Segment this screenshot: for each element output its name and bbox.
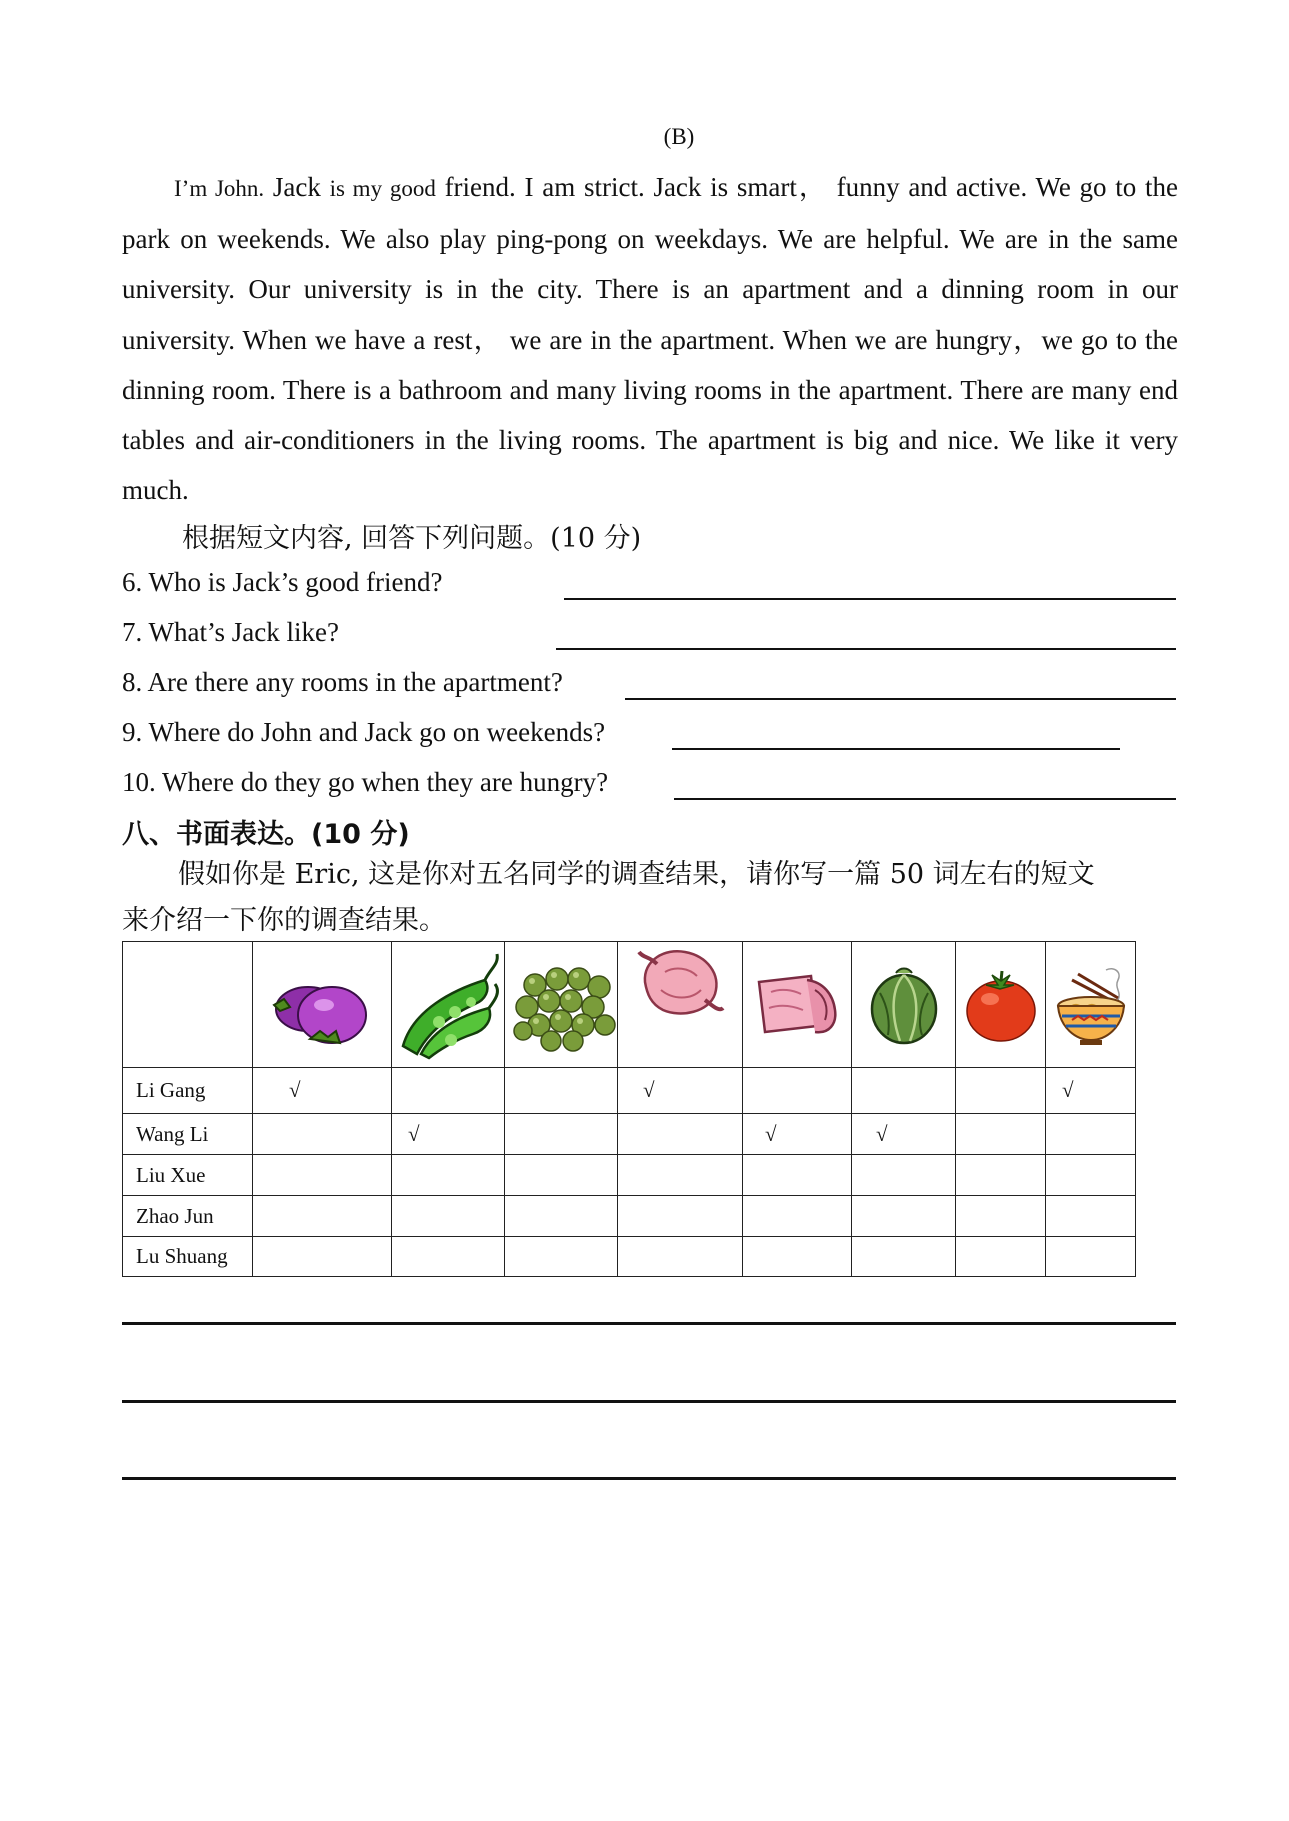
survey-cell[interactable] <box>253 1114 392 1155</box>
survey-cell[interactable] <box>852 1237 956 1277</box>
survey-cell[interactable] <box>253 1237 392 1277</box>
survey-row <box>123 1237 1136 1277</box>
survey-cell[interactable] <box>392 1114 505 1155</box>
survey-cell[interactable] <box>852 1155 956 1196</box>
reading-instruction: 根据短文内容, 回答下列问题。(10 分) <box>182 523 642 554</box>
student-name: Lu Shuang <box>123 1237 253 1277</box>
passage-start-2: Jack <box>264 172 330 202</box>
survey-cell[interactable] <box>743 1237 852 1277</box>
survey-cell[interactable] <box>1046 1114 1136 1155</box>
check-mark: √ <box>408 1121 420 1146</box>
section-label: (B) <box>663 124 695 149</box>
question-10: 10. Where do they go when they are hungry? <box>122 767 609 797</box>
survey-cell[interactable] <box>618 1237 743 1277</box>
reading-passage <box>122 162 1178 515</box>
passage-start-3: is my good <box>329 176 436 201</box>
student-name: Zhao Jun <box>123 1196 253 1237</box>
student-name: Wang Li <box>123 1114 253 1155</box>
food-cell <box>392 942 505 1068</box>
survey-cell[interactable] <box>505 1196 618 1237</box>
corner-cell <box>123 942 253 1068</box>
survey-cell[interactable] <box>253 1155 392 1196</box>
writing-task <box>122 852 1178 944</box>
survey-row <box>123 1114 1136 1155</box>
survey-cell[interactable] <box>253 1068 392 1114</box>
answer-blank-6[interactable] <box>564 598 1176 600</box>
survey-cell[interactable] <box>618 1068 743 1114</box>
tomato-icon <box>962 965 1040 1045</box>
writing-line-3[interactable] <box>122 1477 1176 1480</box>
survey-cell[interactable] <box>618 1196 743 1237</box>
survey-table <box>122 941 1136 1277</box>
question-7: 7. What’s Jack like? <box>122 617 339 647</box>
answer-blank-10[interactable] <box>674 798 1176 800</box>
check-mark: √ <box>289 1078 301 1102</box>
survey-cell[interactable] <box>852 1068 956 1114</box>
survey-cell[interactable] <box>618 1114 743 1155</box>
survey-cell[interactable] <box>253 1196 392 1237</box>
check-mark: √ <box>643 1078 655 1102</box>
noodles-icon <box>1052 962 1130 1048</box>
answer-blank-7[interactable] <box>556 648 1176 650</box>
survey-cell[interactable] <box>743 1114 852 1155</box>
eggplant-icon <box>266 959 378 1051</box>
check-mark: √ <box>876 1121 888 1146</box>
writing-line-2[interactable] <box>122 1400 1176 1403</box>
survey-cell[interactable] <box>505 1237 618 1277</box>
survey-cell[interactable] <box>505 1114 618 1155</box>
food-cell <box>852 942 956 1068</box>
food-cell <box>956 942 1046 1068</box>
survey-cell[interactable] <box>618 1155 743 1196</box>
writing-task-line-2: 来介绍一下你的调查结果。 <box>122 905 446 936</box>
answer-blank-9[interactable] <box>672 748 1120 750</box>
survey-cell[interactable] <box>392 1196 505 1237</box>
check-mark: √ <box>765 1121 777 1146</box>
survey-cell[interactable] <box>852 1196 956 1237</box>
survey-cell[interactable] <box>743 1068 852 1114</box>
food-cell <box>505 942 618 1068</box>
check-mark: √ <box>1062 1078 1074 1102</box>
green-beans-icon <box>393 950 503 1060</box>
survey-cell[interactable] <box>743 1155 852 1196</box>
survey-cell[interactable] <box>852 1114 956 1155</box>
survey-cell[interactable] <box>956 1068 1046 1114</box>
passage-start-1: I’m John. <box>174 176 265 201</box>
ham-icon <box>751 966 843 1044</box>
food-cell <box>253 942 392 1068</box>
survey-cell[interactable] <box>956 1114 1046 1155</box>
passage-body: friend. I am strict. Jack is smart， funny and active. We go to the park on weekends. We also play ping-pong on weekdays. We are helpful. We are in the same university. Our university is in the city. There is an apartment and a dinning room in our university. When we have a rest， we are in the apartment. When we are hungry，we go to the dinning room. There is a bathroom and many living rooms in the apartment. There are many end tables and air-conditioners in the living rooms. The apartment is big and nice. We like it very much. <box>122 172 1178 506</box>
survey-cell[interactable] <box>392 1155 505 1196</box>
survey-cell[interactable] <box>1046 1068 1136 1114</box>
grapes-icon <box>505 955 617 1055</box>
survey-cell[interactable] <box>1046 1155 1136 1196</box>
survey-row <box>123 1155 1136 1196</box>
writing-task-line-1: 假如你是 Eric, 这是你对五名同学的调查结果，请你写一篇 50 词左右的短文 <box>178 859 1095 890</box>
cabbage-icon <box>866 963 942 1047</box>
food-cell <box>743 942 852 1068</box>
survey-header-row <box>123 942 1136 1068</box>
answer-blank-8[interactable] <box>625 698 1176 700</box>
survey-cell[interactable] <box>1046 1196 1136 1237</box>
food-cell <box>1046 942 1136 1068</box>
student-name: Li Gang <box>123 1068 253 1114</box>
survey-row <box>123 1196 1136 1237</box>
question-6: 6. Who is Jack’s good friend? <box>122 567 443 597</box>
survey-cell[interactable] <box>1046 1237 1136 1277</box>
survey-row <box>123 1068 1136 1114</box>
survey-cell[interactable] <box>956 1237 1046 1277</box>
student-name: Liu Xue <box>123 1155 253 1196</box>
food-cell <box>618 942 743 1068</box>
survey-cell[interactable] <box>392 1237 505 1277</box>
survey-cell[interactable] <box>956 1196 1046 1237</box>
survey-cell[interactable] <box>956 1155 1046 1196</box>
chicken-icon <box>635 942 725 1022</box>
writing-heading: 八、书面表达。(10 分) <box>122 819 410 850</box>
survey-cell[interactable] <box>743 1196 852 1237</box>
survey-cell[interactable] <box>505 1155 618 1196</box>
question-8: 8. Are there any rooms in the apartment? <box>122 667 563 697</box>
survey-cell[interactable] <box>505 1068 618 1114</box>
survey-cell[interactable] <box>392 1068 505 1114</box>
question-9: 9. Where do John and Jack go on weekends? <box>122 717 606 747</box>
writing-line-1[interactable] <box>122 1322 1176 1325</box>
